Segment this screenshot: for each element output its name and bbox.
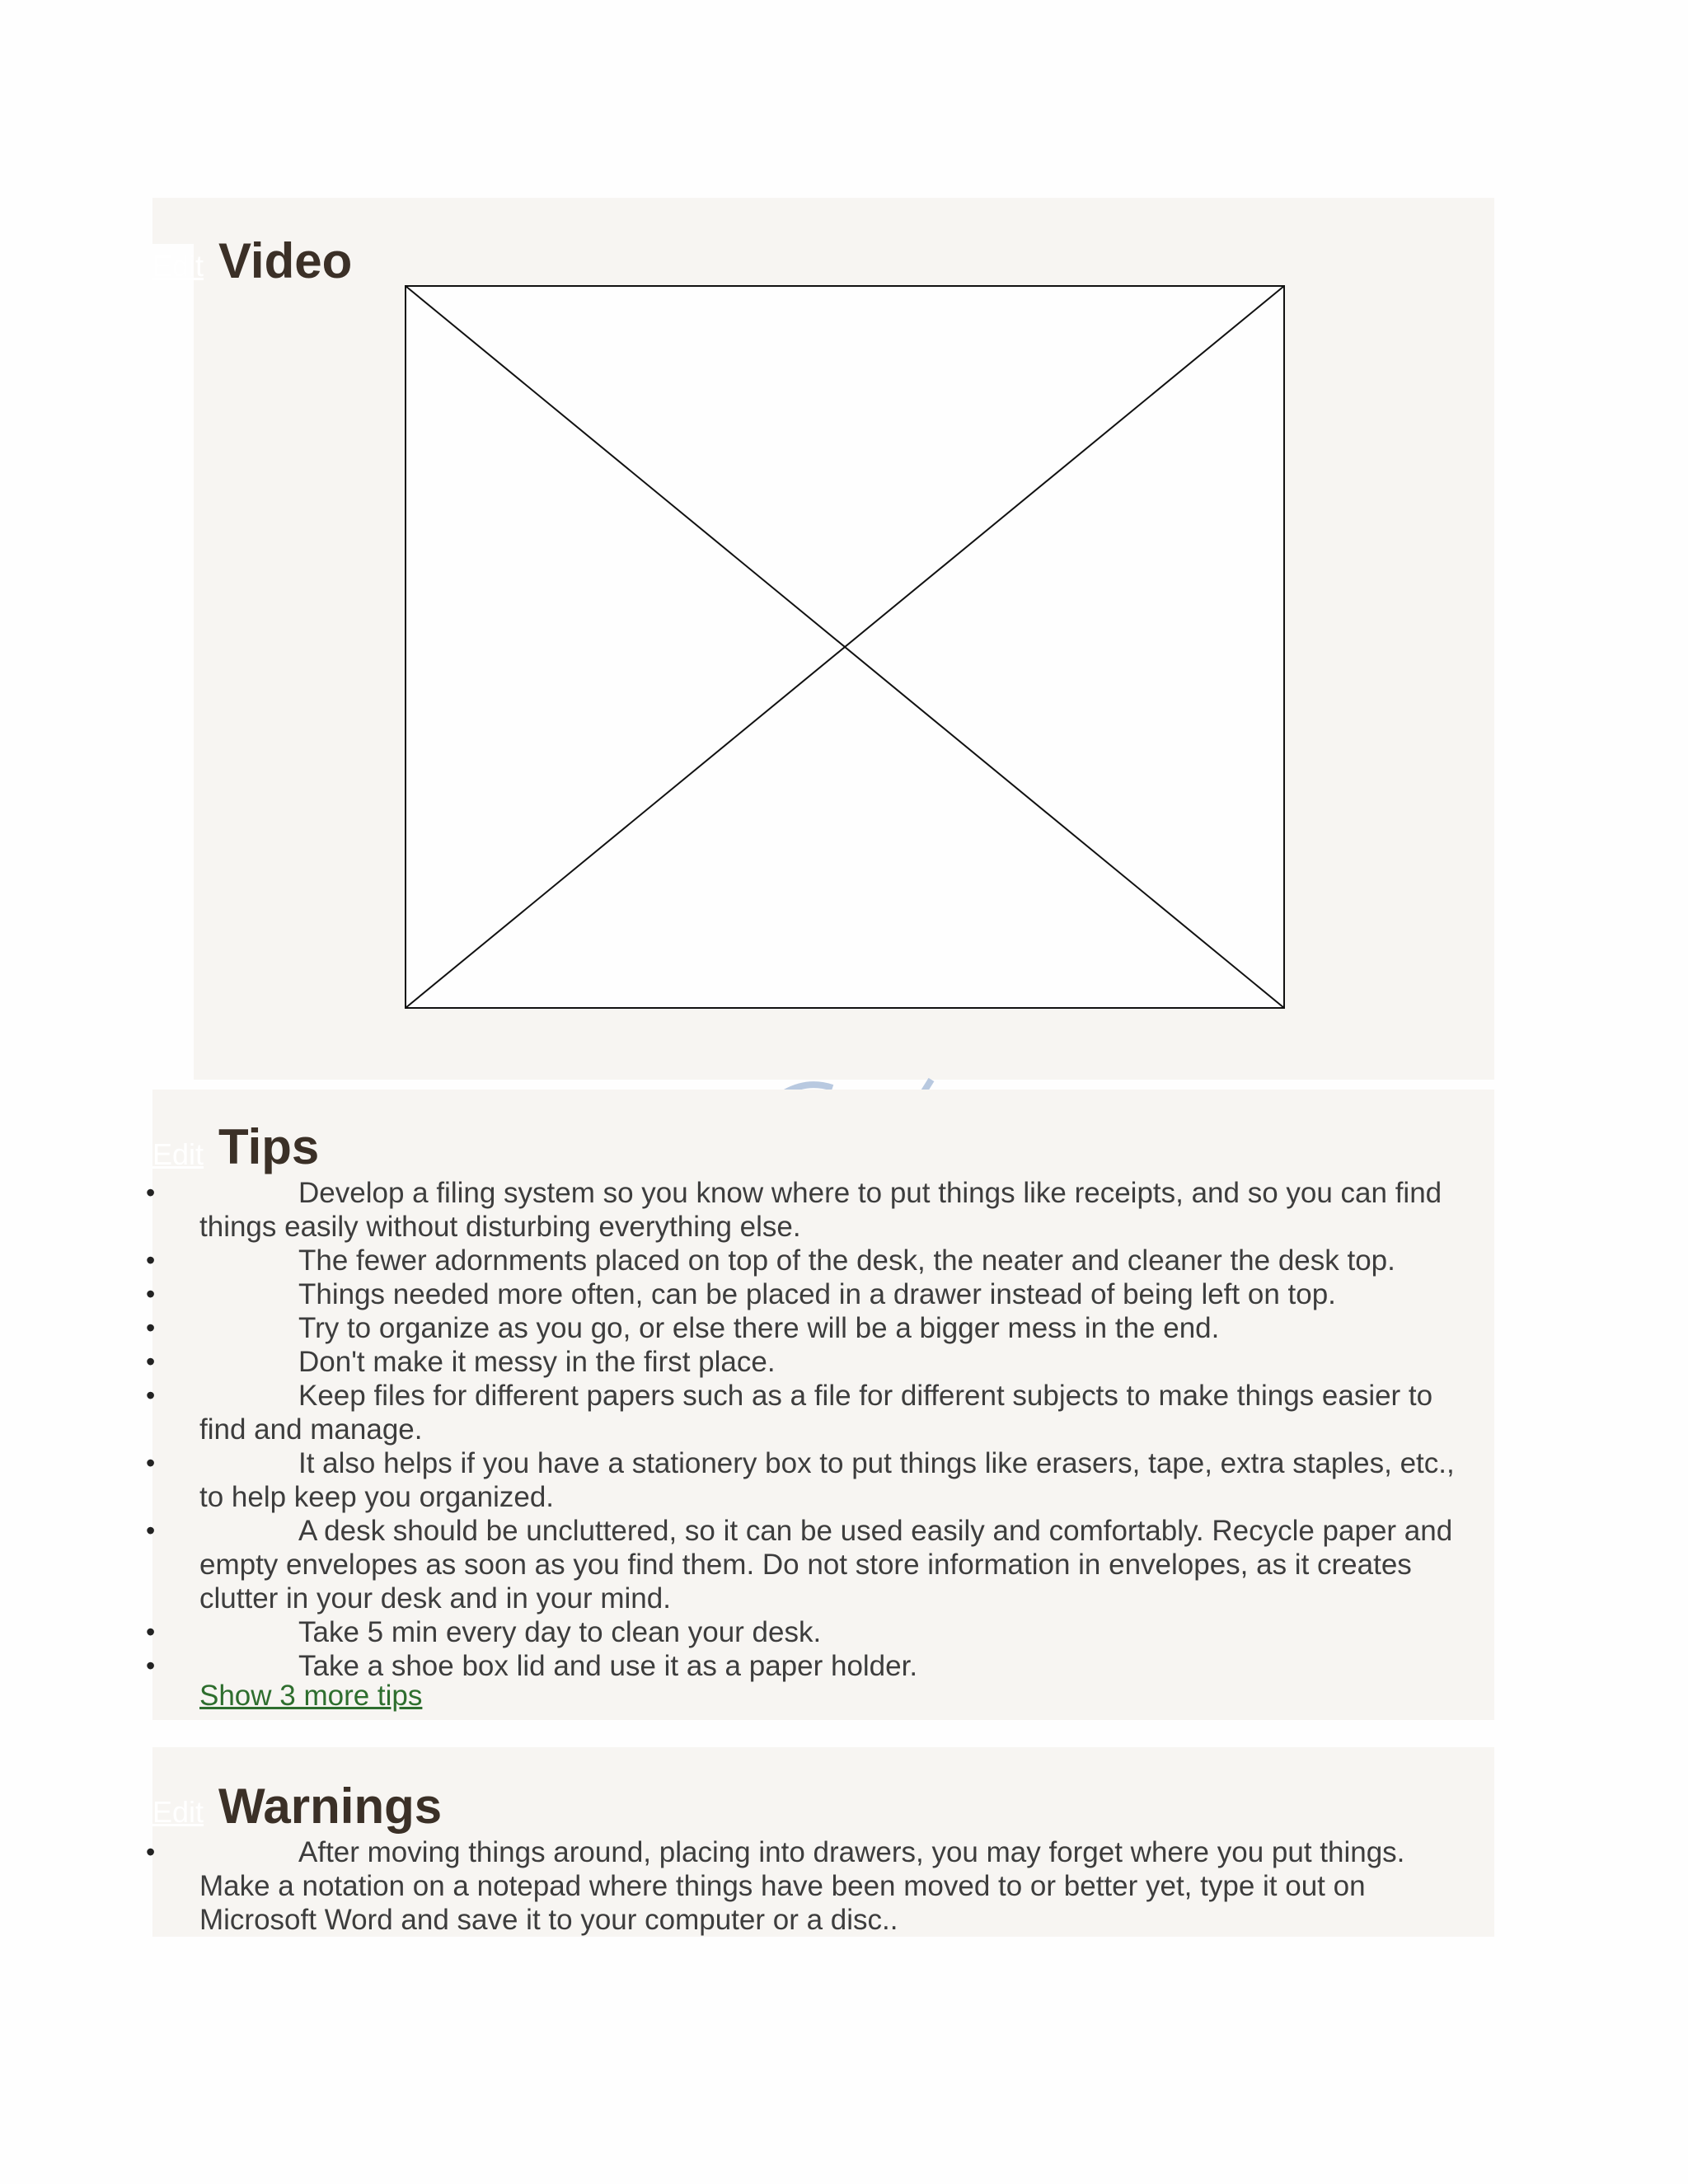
tip-text: Don't make it messy in the first place. bbox=[298, 1346, 776, 1378]
tip-text: Keep files for different papers such as a file for different subjects to make things easier to find and manage. bbox=[199, 1380, 1433, 1446]
tip-item bbox=[152, 1311, 1494, 1345]
warning-item bbox=[152, 1835, 1494, 1937]
tip-item bbox=[152, 1345, 1494, 1379]
tip-text: Things needed more often, can be placed in a drawer instead of being left on top. bbox=[298, 1278, 1336, 1310]
warnings-edit-link[interactable]: Edit bbox=[152, 1795, 204, 1829]
tip-text: It also helps if you have a stationery box to put things like erasers, tape, extra staples, etc., to help keep you organized. bbox=[199, 1447, 1455, 1513]
tip-item bbox=[152, 1649, 1494, 1683]
tip-item bbox=[152, 1244, 1494, 1277]
tips-section bbox=[152, 1090, 1494, 1720]
tip-text: Take 5 min every day to clean your desk. bbox=[298, 1616, 822, 1648]
video-section bbox=[152, 198, 1494, 1080]
broken-image-placeholder-icon[interactable] bbox=[405, 285, 1285, 1009]
warnings-heading: Warnings bbox=[218, 1779, 443, 1834]
tip-text: A desk should be uncluttered, so it can be used easily and comfortably. Recycle paper and empty envelopes as soon as you find them. Do not store information in envelopes, as it creates clutter in your desk and in your mind. bbox=[199, 1515, 1453, 1615]
warnings-list bbox=[152, 1835, 1494, 1937]
video-heading: Video bbox=[218, 233, 353, 288]
tips-list bbox=[152, 1176, 1494, 1683]
tip-item bbox=[152, 1615, 1494, 1649]
warnings-section bbox=[152, 1747, 1494, 1937]
tip-item bbox=[152, 1277, 1494, 1311]
tips-heading: Tips bbox=[218, 1119, 320, 1174]
tip-text: The fewer adornments placed on top of the desk, the neater and cleaner the desk top. bbox=[298, 1244, 1395, 1277]
tip-item bbox=[152, 1446, 1494, 1514]
section-edge bbox=[152, 244, 194, 1080]
tip-text: Develop a filing system so you know where to put things like receipts, and so you can find things easily without disturbing everything else. bbox=[199, 1177, 1442, 1243]
show-more-tips-link[interactable]: Show 3 more tips bbox=[199, 1680, 423, 1712]
tip-text: Take a shoe box lid and use it as a paper holder. bbox=[298, 1650, 918, 1682]
tip-item bbox=[152, 1176, 1494, 1244]
tips-edit-link[interactable]: Edit bbox=[152, 1137, 204, 1171]
tip-item bbox=[152, 1514, 1494, 1615]
warning-text: After moving things around, placing into drawers, you may forget where you put things. Make a notation on a notepad where things have been moved to or better yet, type it out on Microsoft Word and save it to your computer or a disc.. bbox=[199, 1836, 1405, 1936]
tip-item bbox=[152, 1379, 1494, 1446]
tip-text: Try to organize as you go, or else there will be a bigger mess in the end. bbox=[298, 1312, 1220, 1344]
video-edit-link[interactable]: Edit bbox=[152, 249, 204, 283]
